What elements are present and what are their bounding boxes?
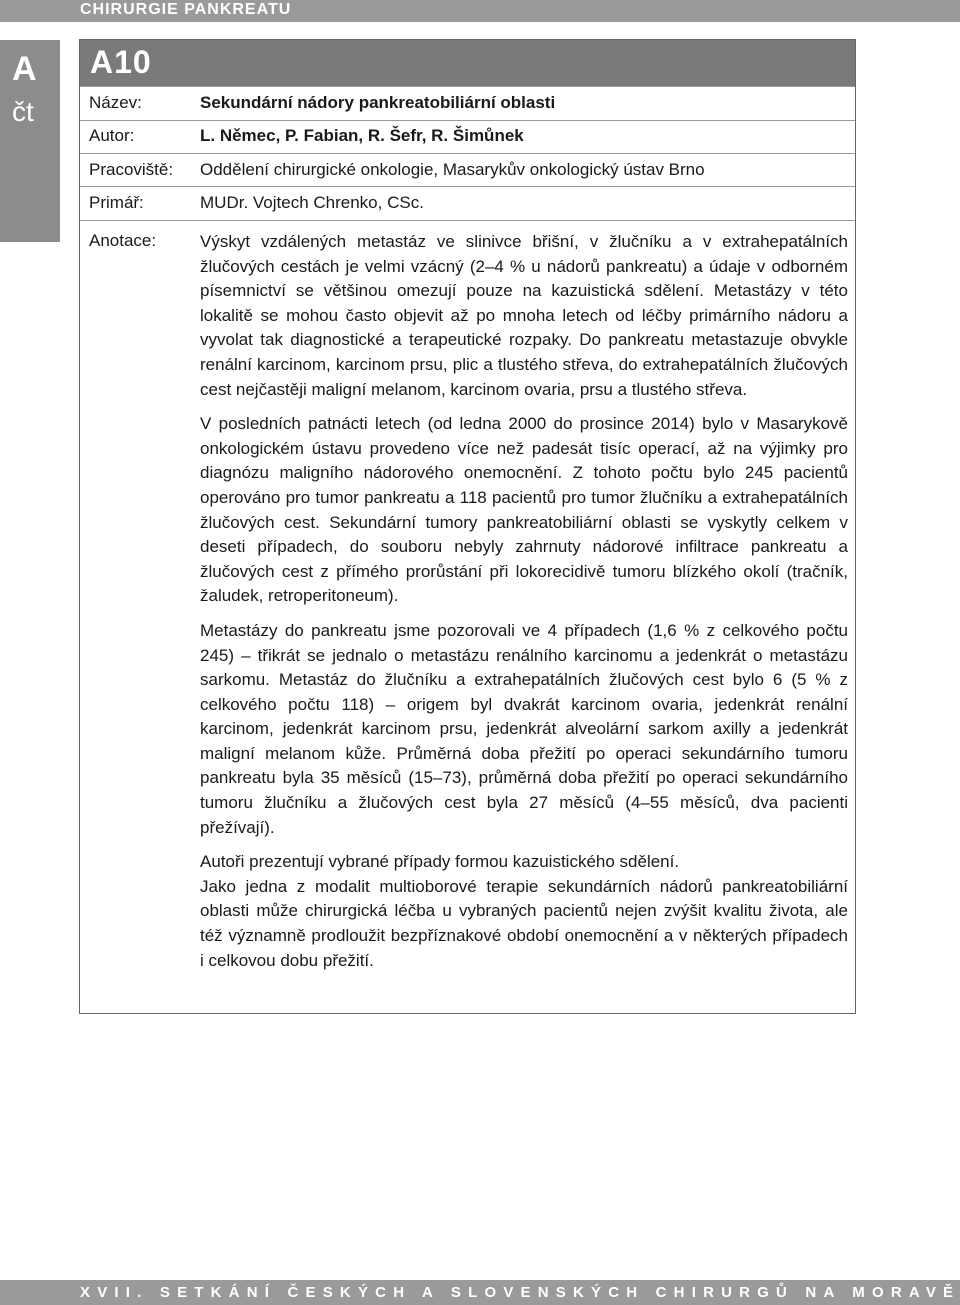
abstract-code: A10: [90, 44, 152, 80]
abstract-paragraph: Autoři prezentují vybrané případy formou kazuistického sdělení.: [200, 852, 680, 872]
field-row-title: [80, 86, 855, 121]
field-label-author: Autor:: [89, 126, 135, 145]
section-header: CHIRURGIE PANKREATU: [80, 1, 292, 18]
field-label-title: Název:: [89, 93, 142, 112]
side-tab-letter: A: [12, 50, 37, 88]
abstract-paragraph: Výskyt vzdálených metastáz ve slinivce břišní, v žlučníku a v extrahepatálních žlučových cestách je velmi vzácný (2–4 % u nádorů pankreatu) a údaje v odborném písemnictví se většinou omezují pouze na kazuistická sdělení. Metastázy v této lokalitě se mohou často objevit až po mnoha letech od léčby primárního nádoru a vyvolat tak diagnostické a terapeutické rozpaky. Do pankreatu metastazuje obvykle renální karcinom, karcinom prsu, plic a tlustého střeva, do extrahepatálních žlučových cest nejčastěji maligní melanom, karcinom ovaria, prsu a tlustého střeva.: [200, 232, 848, 399]
field-row-author: [80, 120, 855, 154]
field-label-workplace: Pracoviště:: [89, 160, 174, 179]
field-row-workplace: [80, 153, 855, 187]
abstract-paragraph: Metastázy do pankreatu jsme pozorovali ve 4 případech (1,6 % z celkového počtu 245) – třikrát se jednalo o metastázu renálního karcinomu a jedenkrát o metastázu sarkomu. Metastáz do žlučníku a extrahepatálních žlučových cest bylo 6 (5 % z celkového počtu 118) – origem byl dvakrát karcinom ovaria, jedenkrát renální karcinom, jedenkrát karcinom prsu, jedenkrát alveolární sarkom axilly a jedenkrát maligní melanom kůže. Průměrná doba přežití po operaci sekundárního tumoru pankreatu byla 35 měsíců (15–73), průměrná doba přežití po operaci sekundárního tumoru žlučníku a žlučových cest byla 27 měsíců (4–55 měsíců, dva pacienti přežívají).: [200, 620, 848, 837]
abstract-card: [79, 39, 856, 1014]
field-label-abstract: Anotace:: [89, 231, 157, 250]
field-label-head: Primář:: [89, 193, 144, 212]
field-row-abstract: [80, 220, 855, 1011]
field-value-workplace: Oddělení chirurgické onkologie, Masarykův onkologický ústav Brno: [200, 160, 705, 179]
footer-text: XVII. SETKÁNÍ ČESKÝCH A SLOVENSKÝCH CHIRURGŮ NA MORAVĚ: [80, 1284, 960, 1301]
abstract-paragraph: V posledních patnácti letech (od ledna 2000 do prosince 2014) bylo v Masarykově onkologickém ústavu provedeno více než padesát tisíc operací, až na výjimky pro diagnózu maligního nádorového onemocnění. Z tohoto počtu bylo 245 pacientů operováno pro tumor pankreatu a 118 pacientů pro tumor žlučníku a extrahepatálních žlučových cest. Sekundární tumory pankreatobiliární oblasti se vyskytly celkem v deseti případech, do souboru nebyly zahrnuty nádorové infiltrace pankreatu a žlučových cest z přímého prorůstání při lokorecidivě tumoru blízkého okolí (tračník, žaludek, retroperitoneum).: [200, 414, 848, 606]
field-value-title: Sekundární nádory pankreatobiliární oblasti: [200, 93, 556, 112]
side-tab-abbr: čt: [12, 96, 34, 127]
footer-bar: [0, 1280, 960, 1305]
abstract-paragraph: Jako jedna z modalit multioborové terapie sekundárních nádorů pankreatobiliární oblasti může chirurgická léčba u vybraných pacientů nejen zvýšit kvalitu života, ale též významně prodloužit bezpříznakové období onemocnění a v některých případech i celkovou dobu přežití.: [200, 876, 848, 970]
side-tab: [0, 40, 60, 242]
card-header: [80, 40, 855, 86]
abstract-text: [200, 230, 848, 983]
top-section-bar: [0, 0, 960, 22]
field-value-author: L. Němec, P. Fabian, R. Šefr, R. Šimůnek: [200, 126, 524, 145]
field-value-head: MUDr. Vojtech Chrenko, CSc.: [200, 193, 424, 212]
field-row-head: [80, 186, 855, 221]
